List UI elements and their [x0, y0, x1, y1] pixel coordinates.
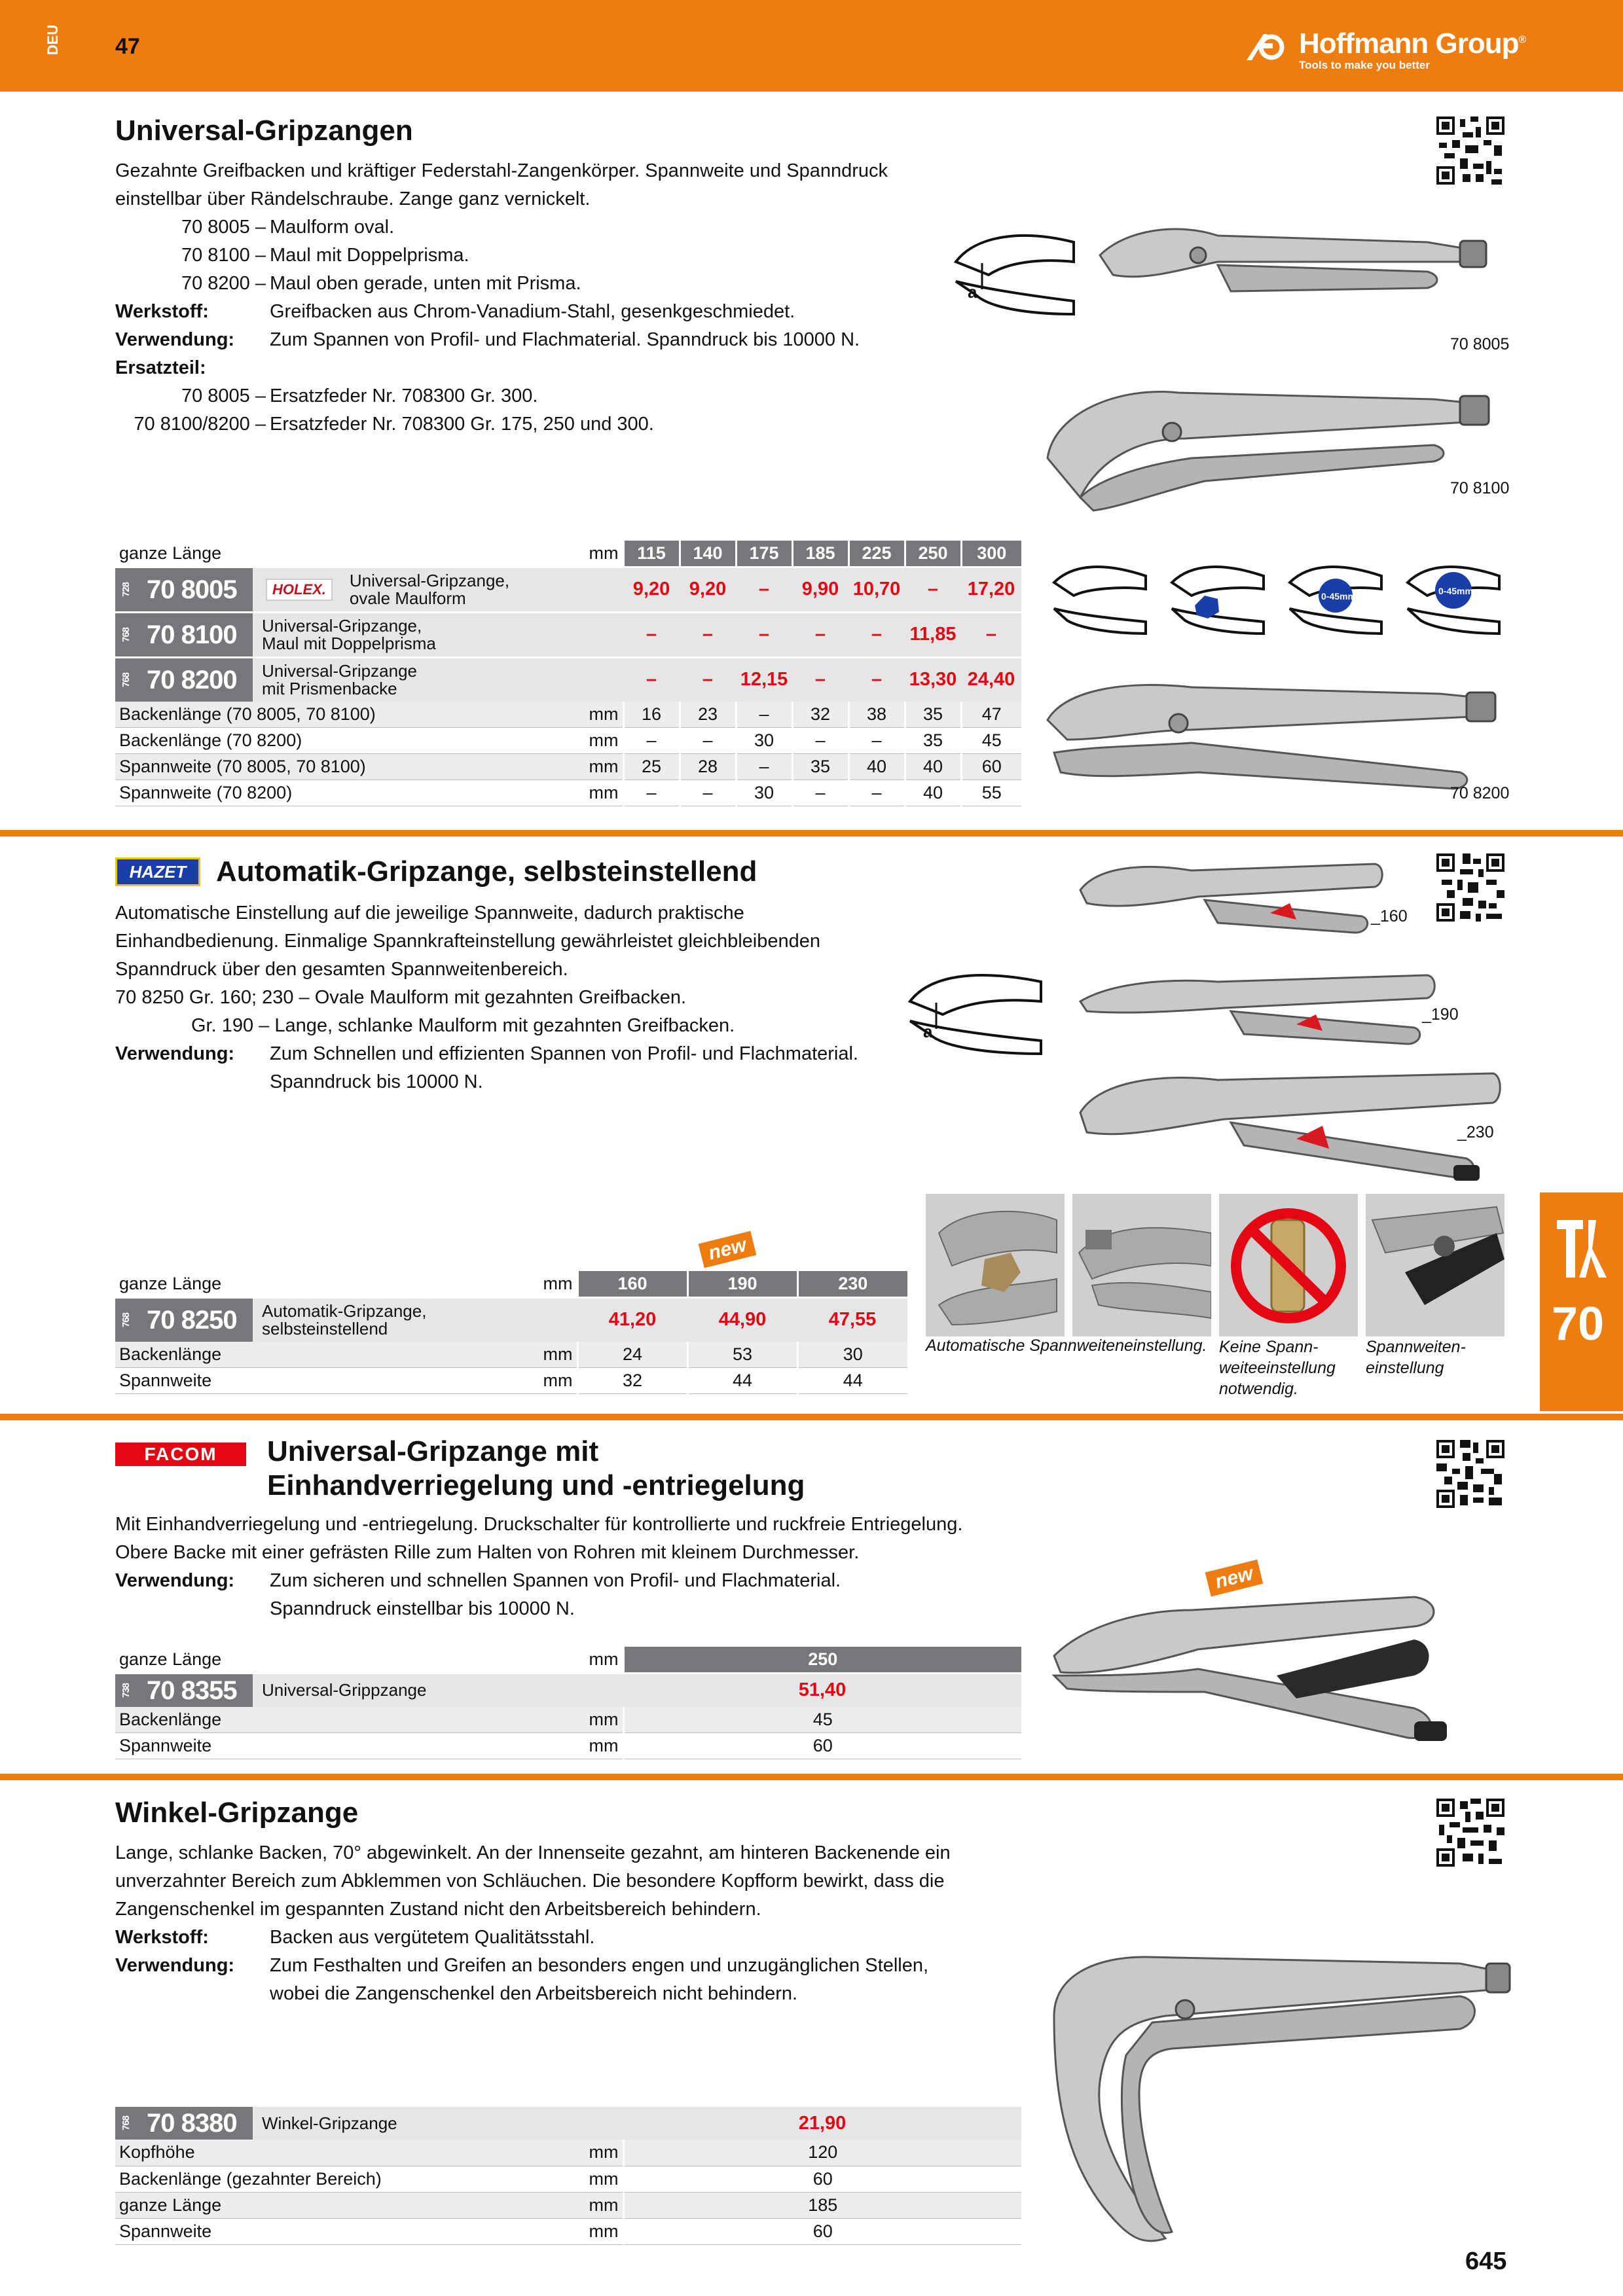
product-row-70-8100[interactable]: 768 70 8100 Universal-Gripzange, Maul mit Doppelprisma – – – – – 11,85 – [115, 612, 1021, 657]
section3-table: ganze Länge mm 250 738 70 8355 Universal-Grippzange 51,40 Backenlänge mm 45 Spannweite mm 60 [115, 1647, 1021, 1759]
section4-title: Winkel-Gripzange [115, 1797, 359, 1829]
category-tab-70[interactable] [1540, 1193, 1623, 1411]
product-row-70-8380[interactable]: 768 70 8380 Winkel-Gripzange 21,90 [115, 2106, 1021, 2140]
spec-row: Spannweite mm 60 [115, 2218, 1021, 2244]
qr-code-icon [1434, 851, 1507, 924]
product-row-70-8200[interactable]: 768 70 8200 Universal-Gripzange mit Prismenbacke – – 12,15 – – 13,30 24,40 [115, 657, 1021, 702]
plier-230-image [1074, 1060, 1506, 1185]
section-divider [0, 1414, 1623, 1420]
qr-code-icon [1434, 1437, 1507, 1511]
img-label-230: _230 [1457, 1123, 1494, 1141]
spec-row: Spannweite (70 8200) mm – – 30 – – 40 55 [115, 780, 1021, 806]
article-number: 70 8355 [147, 1676, 237, 1705]
section2-table: ganze Länge mm 160 190 230 768 70 8250 Automatik-Gripzange, selbsteinstellend 41,20 44,90 47,55 Backenlänge mm 24 53 30 Spannweite mm 32 44 44 [115, 1271, 907, 1394]
new-badge: new [1205, 1560, 1264, 1597]
spec-row: Backenlänge (gezahnter Bereich) mm 60 [115, 2166, 1021, 2192]
product-row-70-8355[interactable]: 738 70 8355 Universal-Grippzange 51,40 [115, 1673, 1021, 1707]
brand-name: Hoffmann Group [1299, 27, 1519, 60]
new-badge: new [699, 1231, 757, 1268]
photo-caption-1: Automatische Spannweiteneinstellung. [926, 1336, 1207, 1355]
plier-190-image [1074, 962, 1440, 1047]
img-label-70-8005: 70 8005 [1450, 335, 1510, 353]
product-row-70-8005[interactable]: 728 70 8005 HOLEX. Universal-Gripzange, ovale Maulform 9,20 9,20 – 9,90 10,70 – 17,20 [115, 567, 1021, 612]
section2-title: Automatik-Gripzange, selbsteinstellend [216, 855, 757, 888]
facom-brand-logo: FACOM [115, 1443, 246, 1466]
photo-no-adjustment-prohibited [1219, 1194, 1358, 1336]
section4-table [115, 2105, 1021, 2245]
plier-70-8380-image [1041, 1937, 1512, 2251]
plier-70-8005-image [1087, 209, 1493, 308]
hoffmann-logo-icon [1244, 30, 1290, 63]
brand-tagline: Tools to make you better [1299, 59, 1430, 71]
section-divider [0, 830, 1623, 836]
pliers-category-icon [1554, 1216, 1609, 1282]
spec-row: ganze Länge mm 185 [115, 2192, 1021, 2218]
qr-code-4[interactable] [1434, 1796, 1507, 1869]
plier-70-8200-image [1041, 668, 1499, 798]
svg-text:0-45mm: 0-45mm [1321, 591, 1356, 601]
section4-description: Lange, schlanke Backen, 70° abgewinkelt. An der Innenseite gezahnt, am hinteren Backenende ein unverzahnter Bereich zum Abklemmen von Schläuchen. Die besondere Kopfform bewirkt, dass die Zangenschenkel im gespannten Zustand nicht den Arbeitsbereich behindern. Werkstoff: Backen aus vergütetem Qualitätsstahl. Verwendung: Zum Festhalten und Greifen an besonders engen und unzugänglichen Stellen, wobei die Zangenschenkel den Arbeitsbereich nicht behindern. [115, 1842, 951, 2004]
page-number-left: 47 [115, 34, 140, 59]
spec-row: Backenlänge mm 45 [115, 1707, 1021, 1733]
article-number: 70 8250 [147, 1305, 237, 1335]
svg-text:a: a [968, 282, 977, 302]
jaw-diagrams [1048, 550, 1506, 641]
spec-row: Backenlänge (70 8200) mm – – 30 – – 35 45 [115, 728, 1021, 754]
werkstoff-row: Werkstoff: Greifbacken aus Chrom-Vanadium-Stahl, gesenkgeschmiedet. [115, 301, 795, 322]
spec-row: Spannweite mm 60 [115, 1733, 1021, 1759]
spec-row: Kopfhöhe mm 120 [115, 2140, 1021, 2166]
section3-title: Universal-Gripzange mit Einhandverriegelung und -entriegelung [267, 1435, 805, 1501]
table-header-row: ganze Länge mm 115 140 175 185 225 250 300 [115, 541, 1021, 567]
photo-caption-3: Spannweiten- einstellung [1366, 1338, 1466, 1377]
photo-adjustment [1366, 1194, 1504, 1336]
article-number: 70 8100 [147, 620, 237, 649]
img-label-160: _160 [1371, 907, 1408, 925]
verwendung-row: Verwendung: Zum Spannen von Profil- und Flachmaterial. Spanndruck bis 10000 N. [115, 329, 860, 350]
img-label-70-8100: 70 8100 [1450, 479, 1510, 497]
jaw-diagram-oval [949, 223, 1080, 321]
qr-code-icon [1434, 1796, 1507, 1869]
qr-code-3[interactable] [1434, 1437, 1507, 1511]
plier-70-8100-image [1041, 367, 1493, 517]
section3-description: Mit Einhandverriegelung und -entriegelung. Druckschalter für kontrollierte und ruckfreie Entriegelung. Obere Backe mit einer gefrästen Rille zum Halten von Rohren mit kleinem Durchmesser. Verwendung: Zum sicheren und schnellen Spannen von Profil- und Flachmaterial. Spanndruck einstellbar bis 10000 N. [115, 1514, 963, 1619]
section1-table [115, 541, 1021, 806]
img-label-70-8200: 70 8200 [1450, 784, 1510, 802]
photo-automatic-adjustment [926, 1194, 1065, 1336]
hazet-brand-logo: HAZET [115, 857, 200, 886]
category-number: 70 [1552, 1298, 1605, 1350]
spec-row: Spannweite (70 8005, 70 8100) mm 25 28 – 35 40 40 60 [115, 754, 1021, 780]
spec-row: Backenlänge (70 8005, 70 8100) mm 16 23 – 32 38 35 47 [115, 702, 1021, 728]
plier-70-8355-image [1048, 1577, 1506, 1748]
top-bar [0, 0, 1623, 92]
section1-title: Universal-Gripzangen [115, 115, 413, 147]
svg-text:0-45mm: 0-45mm [1438, 586, 1473, 596]
photo-caption-2: Keine Spann- weiteeinstellung notwendig. [1219, 1338, 1336, 1398]
img-label-190: _190 [1422, 1005, 1459, 1024]
photo-no-adjustment-needed [1072, 1194, 1211, 1336]
section2-description: Automatische Einstellung auf die jeweilige Spannweite, dadurch praktische Einhandbedienung. Einmalige Spannkrafteinstellung gewährleistet gleichbleibenden Spanndruck über den gesamten Spannweitenbereich. 70 8250 Gr. 160; 230 – Ovale Maulform mit gezahnten Greifbacken. Gr. 190 – Lange, schlanke Maulform mit gezahnten Greifbacken. Verwendung: Zum Schnellen und effizienten Spannen von Profil- und Flachmaterial. Spanndruck bis 10000 N. [115, 903, 858, 1092]
spec-row: Spannweite mm 32 44 44 [115, 1368, 907, 1394]
ersatzteil-row: Ersatzteil: [115, 357, 206, 378]
article-number: 70 8380 [147, 2109, 237, 2138]
qr-code-icon [1434, 114, 1507, 187]
hoffmann-logo: Hoffmann Group® Tools to make you better [1244, 27, 1525, 72]
article-number: 70 8005 [147, 575, 237, 604]
page-number: 645 [1465, 2248, 1507, 2275]
product-row-70-8250[interactable]: 768 70 8250 Automatik-Gripzange, selbsteinstellend 41,20 44,90 47,55 [115, 1297, 907, 1342]
article-number: 70 8200 [147, 665, 237, 694]
holex-brand-logo: HOLEX. [266, 579, 333, 601]
plier-160-image [1074, 851, 1388, 942]
qr-code-2[interactable] [1434, 851, 1507, 924]
spec-row: Backenlänge mm 24 53 30 [115, 1342, 907, 1368]
qr-code-1[interactable] [1434, 114, 1507, 187]
svg-text:a: a [923, 1022, 933, 1041]
section1-description: Gezahnte Greifbacken und kräftiger Federstahl-Zangenkörper. Spannweite und Spanndruck einstellbar über Rändelschraube. Zange ganz vernickelt. 70 8005 – Maulform oval. 70 8100 – Maul mit Doppelprisma. 70 8200 – Maul oben gerade, unten mit Prisma. Werkstoff: Greifbacken aus Chrom-Vanadium-Stahl, gesenkgeschmiedet. Verwendung: Zum Spannen von Profil- und Flachmaterial. Spanndruck bis 10000 N. Ersatzteil: 70 8005 – Ersatzfeder Nr. 708300 Gr. 300. 70 8100/8200 – Ersatzfeder Nr. 708300 Gr. 175, 250 und 300. [115, 157, 966, 439]
jaw-diagram-automatik [903, 962, 1048, 1060]
section-divider [0, 1774, 1623, 1780]
language-code: DEU [45, 24, 62, 56]
